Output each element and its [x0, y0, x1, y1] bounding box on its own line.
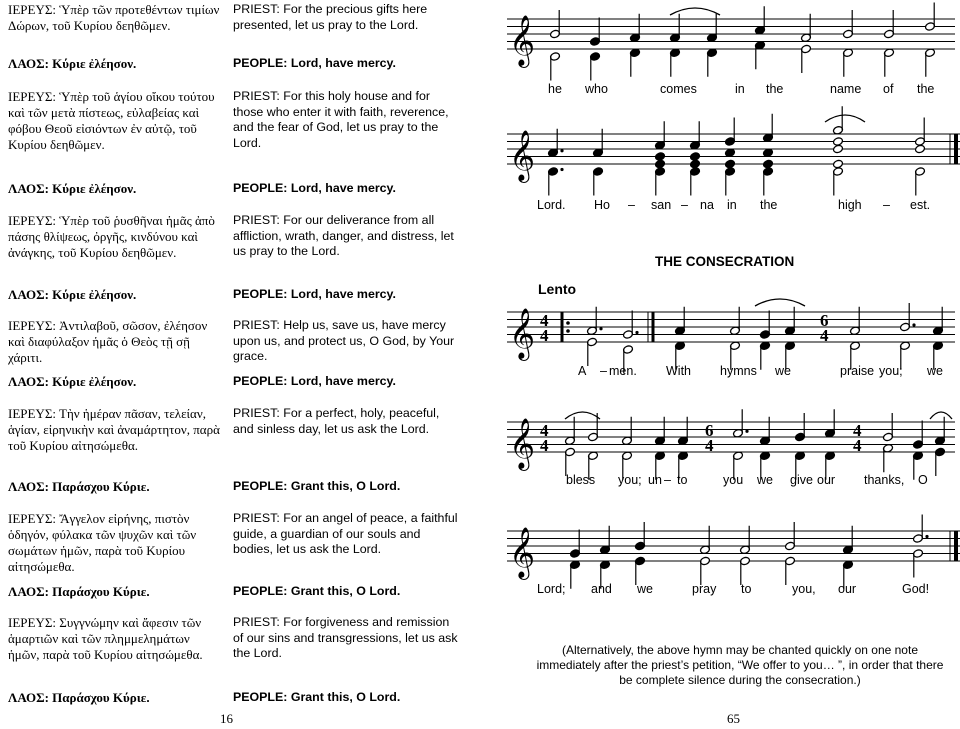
consecration-heading: THE CONSECRATION [655, 254, 795, 269]
lyric-syllable: of [883, 82, 894, 96]
note-dot [560, 149, 563, 152]
lyric-syllable: na [700, 198, 714, 212]
lyric-syllable: to [677, 473, 688, 487]
lyric-syllable: men. [609, 364, 637, 378]
english-petition: PRIEST: For a perfect, holy, peaceful, and sinless day, let us ask the Lord. [233, 406, 440, 436]
greek-petition: ΙΕΡΕΥΣ: Ὑπὲρ τῶν προτεθέντων τιμίων Δώρων, τοῦ Κυρίου δεηθῶμεν. [8, 2, 220, 33]
time-signature: 4 [705, 436, 714, 455]
english-response: PEOPLE: Lord, have mercy. [233, 56, 396, 70]
greek-response: ΛΑΟΣ: Παράσχου Κύριε. [8, 479, 150, 494]
greek-response: ΛΑΟΣ: Παράσχου Κύριε. [8, 584, 150, 599]
lyric-syllable: hymns [720, 364, 757, 378]
slur [565, 412, 600, 419]
english-petition: PRIEST: For the precious gifts here presented, let us pray to the Lord. [233, 2, 428, 32]
treble-clef: 𝄞 [509, 130, 536, 181]
treble-clef: 𝄞 [509, 308, 536, 359]
english-response: PEOPLE: Grant this, O Lord. [233, 584, 401, 598]
greek-response: ΛΑΟΣ: Παράσχου Κύριε. [8, 690, 150, 705]
lyric-syllable: you; [618, 473, 642, 487]
lyric-syllable: God! [902, 582, 930, 596]
treble-clef: 𝄞 [509, 15, 536, 66]
lyric-syllable: est. [910, 198, 931, 212]
lyric-syllable: – [883, 198, 890, 212]
repeat-dot [566, 329, 570, 333]
note [833, 137, 844, 147]
greek-petition: ΙΕΡΕΥΣ: Συγγνώμην καὶ ἄφεσιν τῶν ἁμαρτιῶν καὶ τῶν πλημμελημάτων ἡμῶν, παρὰ τοῦ Κυρίου αἰτησώμεθα. [8, 615, 203, 662]
slur [930, 412, 952, 419]
lyric-syllable: high [838, 198, 862, 212]
greek-response: ΛΑΟΣ: Κύριε ἐλέησον. [8, 287, 137, 302]
lyric-syllable: we [927, 364, 943, 378]
time-signature: 4 [853, 436, 862, 455]
greek-petition: ΙΕΡΕΥΣ: Ἀντιλαβοῦ, σῶσον, ἐλέησον καὶ διαφύλαξον ἡμᾶς ὁ Θεὸς τῇ σῇ χάριτι. [8, 318, 208, 365]
time-signature: 4 [853, 421, 862, 440]
lyric-syllable: With [666, 364, 691, 378]
chant-note: (Alternatively, the above hymn may be chanted quickly on one note immediately after the priest’s petition, “We offer to you… ”, in order that there be complete silence during the consecration.) [536, 643, 944, 687]
lyric-syllable: Lord; [537, 582, 566, 596]
lyric-syllable: the [917, 82, 935, 96]
note-dot [912, 323, 915, 326]
greek-response: ΛΑΟΣ: Κύριε ἐλέησον. [8, 181, 137, 196]
note [690, 152, 701, 162]
page-number-left: 16 [220, 711, 233, 726]
lyric-syllable: A [578, 364, 587, 378]
english-response: PEOPLE: Grant this, O Lord. [233, 690, 401, 704]
time-signature: 4 [820, 326, 829, 345]
english-response: PEOPLE: Grant this, O Lord. [233, 479, 401, 493]
lyric-syllable: to [741, 582, 752, 596]
lyric-syllable: – [664, 473, 671, 487]
lyric-syllable: you, [792, 582, 816, 596]
time-signature: 4 [540, 421, 549, 440]
lyric-syllable: in [735, 82, 745, 96]
note [725, 159, 736, 169]
lyric-syllable: in [727, 198, 737, 212]
lyric-syllable: praise [840, 364, 875, 378]
greek-response: ΛΑΟΣ: Κύριε ἐλέησον. [8, 56, 137, 71]
lyric-syllable: who [585, 82, 608, 96]
note [833, 159, 844, 169]
lyric-syllable: name [830, 82, 862, 96]
lyric-syllable: our [838, 582, 857, 596]
english-petition: PRIEST: Help us, save us, have mercy upon us, and protect us, O God, by Your grace. [233, 318, 455, 363]
note-dot [745, 430, 748, 433]
greek-petition: ΙΕΡΕΥΣ: Τὴν ἡμέραν πᾶσαν, τελείαν, ἁγίαν, εἰρηνικὴν καὶ ἀναμάρτητον, παρὰ τοῦ Κυρίου αἰτησώμεθα. [8, 406, 220, 453]
greek-petition: ΙΕΡΕΥΣ: Ὑπὲρ τοῦ ἁγίου οἴκου τούτου καὶ τῶν μετὰ πίστεως, εὐλαβείας καὶ φόβου Θεοῦ εἰσιόντων ἐν αὐτῷ, τοῦ Κυρίου δεηθῶμεν. [8, 89, 215, 152]
lyric-syllable: the [766, 82, 784, 96]
treble-clef: 𝄞 [509, 418, 536, 469]
lyric-syllable: we [775, 364, 791, 378]
lyric-syllable: – [628, 198, 635, 212]
note [690, 159, 701, 169]
lyric-syllable: we [637, 582, 653, 596]
tempo-marking: Lento [538, 281, 577, 297]
page-number-right: 65 [727, 711, 740, 726]
time-signature: 4 [540, 311, 549, 330]
lyric-syllable: Ho [594, 198, 610, 212]
lyric-syllable: comes [660, 82, 697, 96]
lyric-syllable: our [817, 473, 836, 487]
lyric-syllable: un [648, 473, 662, 487]
greek-petition: ΙΕΡΕΥΣ: Ἄγγελον εἰρήνης, πιστὸν ὁδηγόν, φύλακα τῶν ψυχῶν καὶ τῶν σωμάτων ἡμῶν, παρὰ τοῦ Κυρίου αἰτησώμεθα. [8, 511, 197, 574]
note [833, 144, 844, 154]
lyric-syllable: O [918, 473, 928, 487]
lyric-syllable: – [600, 364, 607, 378]
lyric-syllable: you [723, 473, 744, 487]
time-signature: 6 [705, 421, 714, 440]
lyric-syllable: the [760, 198, 778, 212]
english-petition: PRIEST: For an angel of peace, a faithful guide, a guardian of our souls and bodies, let us ask the Lord. [233, 511, 458, 556]
lyric-syllable: bless [566, 473, 596, 487]
note [763, 159, 774, 169]
slur [755, 299, 805, 306]
lyric-syllable: san [651, 198, 672, 212]
note [655, 159, 666, 169]
lyric-syllable: Lord. [537, 198, 566, 212]
time-signature: 4 [540, 326, 549, 345]
slur [825, 115, 865, 122]
greek-petition: ΙΕΡΕΥΣ: Ὑπὲρ τοῦ ῥυσθῆναι ἡμᾶς ἀπὸ πάσης θλίψεως, ὀργῆς, κινδύνου καὶ ἀνάγκης, τοῦ Κυρίου δεηθῶμεν. [8, 213, 215, 260]
english-response: PEOPLE: Lord, have mercy. [233, 287, 396, 301]
repeat-dot [566, 321, 570, 325]
lyric-syllable: – [681, 198, 688, 212]
note [915, 144, 926, 154]
treble-clef: 𝄞 [509, 527, 536, 578]
note-dot [635, 331, 638, 334]
lyric-syllable: you; [879, 364, 903, 378]
time-signature: 4 [540, 436, 549, 455]
english-petition: PRIEST: For forgiveness and remission of our sins and transgressions, let us ask the Lord. [233, 615, 458, 660]
lyric-syllable: thanks, [864, 473, 905, 487]
time-signature: 6 [820, 311, 829, 330]
lyric-syllable: pray [692, 582, 717, 596]
english-response: PEOPLE: Lord, have mercy. [233, 181, 396, 195]
english-response: PEOPLE: Lord, have mercy. [233, 374, 396, 388]
note [655, 152, 666, 162]
english-petition: PRIEST: For our deliverance from all affliction, wrath, danger, and distress, let us pray to the Lord. [233, 213, 454, 258]
lyric-syllable: and [591, 582, 612, 596]
note-dot [925, 535, 928, 538]
note-dot [599, 327, 602, 330]
lyric-syllable: give [790, 473, 813, 487]
lyric-syllable: we [757, 473, 773, 487]
lyric-syllable: he [548, 82, 562, 96]
english-petition: PRIEST: For this holy house and for those who enter it with faith, reverence, and the fear of God, let us pray to the Lord. [233, 89, 449, 150]
greek-response: ΛΑΟΣ: Κύριε ἐλέησον. [8, 374, 137, 389]
slur [670, 8, 720, 15]
note-dot [560, 168, 563, 171]
